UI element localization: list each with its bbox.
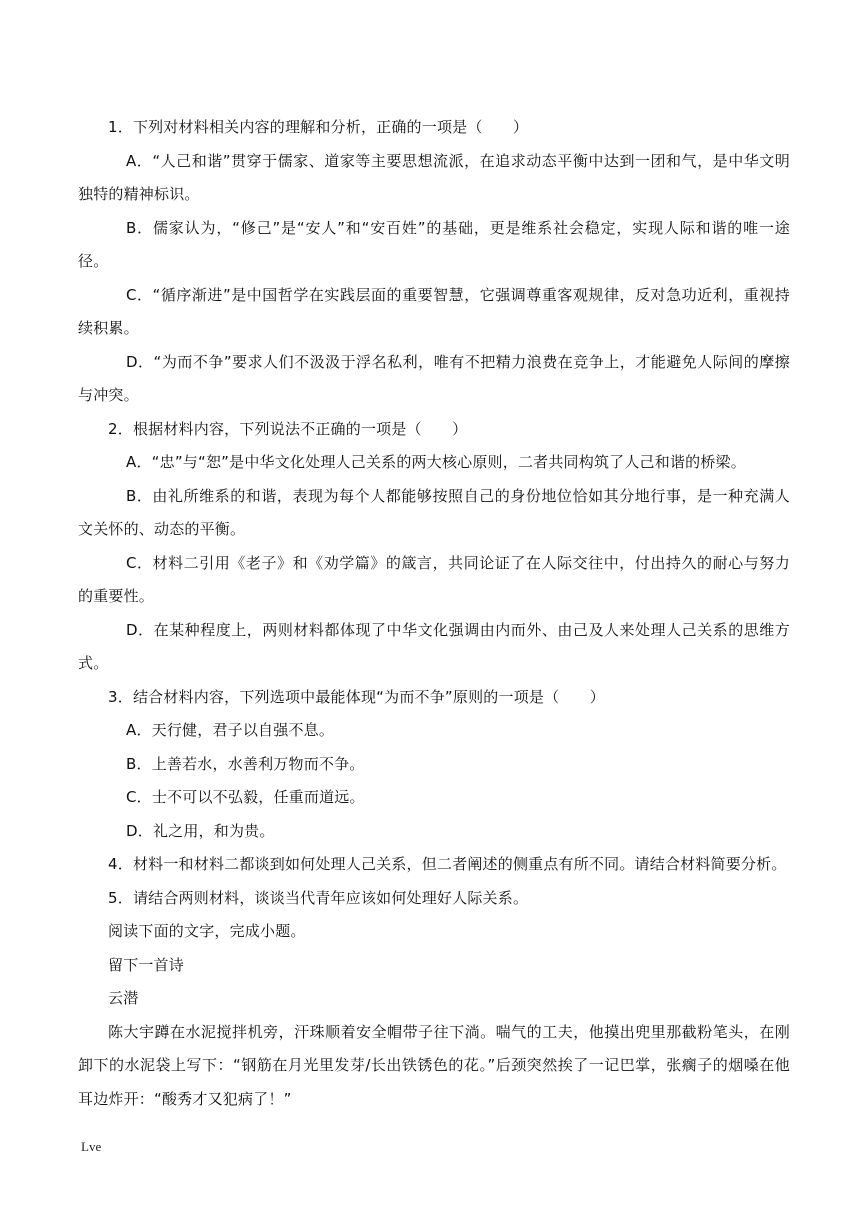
question-5-stem: 5．请结合两则材料，谈谈当代青年应该如何处理好人际关系。 bbox=[108, 888, 529, 907]
question-1-stem: 1．下列对材料相关内容的理解和分析，正确的一项是（ ） bbox=[108, 118, 529, 136]
story-author: 云潜 bbox=[108, 989, 139, 1007]
question-1-option-c: C．“循序渐进”是中国哲学在实践层面的重要智慧，它强调尊重客观规律，反对急功近利，重视持续积累。 bbox=[78, 285, 790, 337]
question-1-option-a: A．“人己和谐”贯穿于儒家、道家等主要思想流派，在追求动态平衡中达到一团和气，是中华文明独特的精神标识。 bbox=[78, 151, 790, 203]
page-footer-text: Lve bbox=[81, 1139, 102, 1154]
question-2-option-c: C．材料二引用《老子》和《劝学篇》的箴言，共同论证了在人际交往中，付出持久的耐心与努力的重要性。 bbox=[78, 553, 790, 605]
question-3-option-c: C．士不可以不弘毅，任重而道远。 bbox=[126, 788, 365, 806]
question-1-option-b: B．儒家认为，“修己”是“安人”和“安百姓”的基础，更是维系社会稳定，实现人际和谐的唯一途径。 bbox=[78, 218, 790, 270]
question-3-option-d: D．礼之用，和为贵。 bbox=[126, 821, 275, 840]
story-paragraph: 陈大宇蹲在水泥搅拌机旁，汗珠顺着安全帽带子往下淌。喘气的工夫，他摸出兜里那截粉笔头，在刚卸下的水泥袋上写下：“钢筋在月光里发芽/长出铁锈色的花。”后颈突然挨了一记巴掌，张瘸子的烟嗓在他耳边炸开：“酸秀才又犯病了！” bbox=[78, 1022, 790, 1108]
story-title: 留下一首诗 bbox=[108, 955, 185, 974]
question-2-option-b: B．由礼所维系的和谐，表现为每个人都能够按照自己的身份地位恰如其分地行事，是一种充满人文关怀的、动态的平衡。 bbox=[78, 486, 790, 538]
question-3-stem: 3．结合材料内容，下列选项中最能体现“为而不争”原则的一项是（ ） bbox=[108, 687, 605, 706]
question-4-stem: 4．材料一和材料二都谈到如何处理人己关系，但二者阐述的侧重点有所不同。请结合材料简要分析。 bbox=[108, 855, 787, 873]
question-1-option-d: D．“为而不争”要求人们不汲汲于浮名私利，唯有不把精力浪费在竞争上，才能避免人际间的摩擦与冲突。 bbox=[78, 352, 790, 404]
question-2-stem: 2．根据材料内容，下列说法不正确的一项是（ ） bbox=[108, 419, 468, 438]
question-3-option-b: B．上善若水，水善利万物而不争。 bbox=[126, 754, 365, 773]
question-3-option-a: A．天行健，君子以自强不息。 bbox=[126, 721, 335, 739]
question-2-option-d: D．在某种程度上，两则材料都体现了中华文化强调由内而外、由己及人来处理人己关系的思维方式。 bbox=[78, 620, 790, 672]
question-2-option-a: A．“忠”与“恕”是中华文化处理人己关系的两大核心原则，二者共同构筑了人己和谐的桥梁。 bbox=[126, 453, 746, 471]
reading-instruction: 阅读下面的文字，完成小题。 bbox=[108, 922, 306, 940]
document-body bbox=[78, 111, 790, 1116]
